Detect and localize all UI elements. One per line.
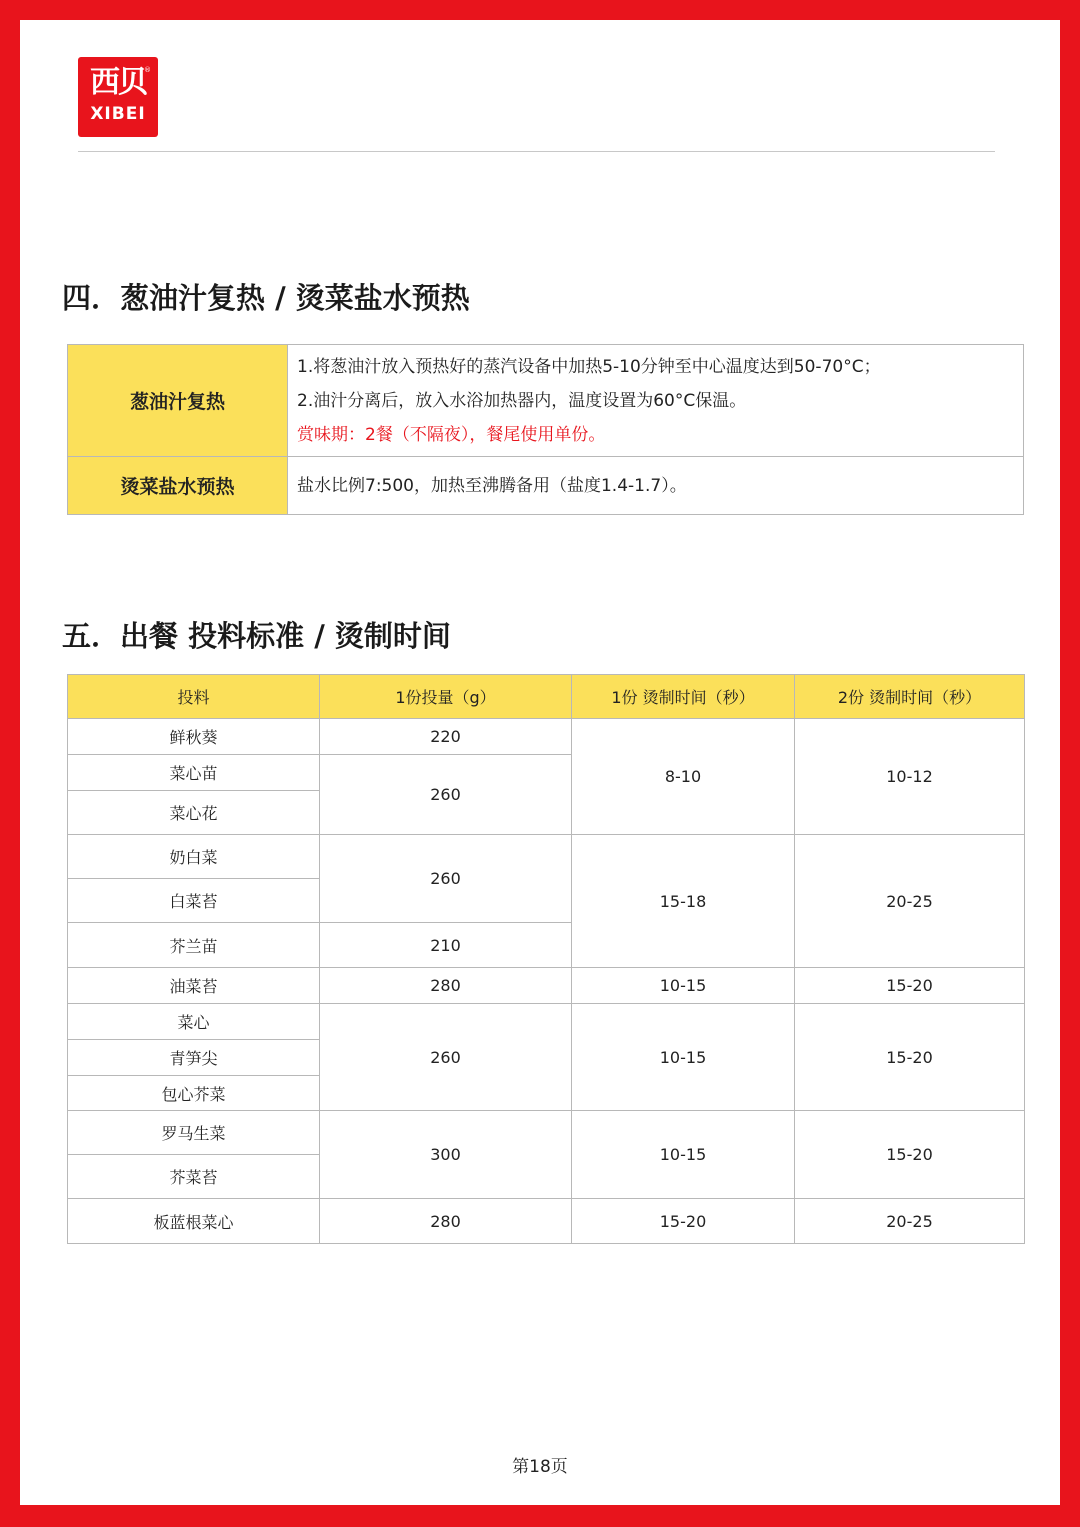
item-cell: 菜心花	[68, 791, 320, 835]
logo-english-text: XIBEI	[90, 104, 146, 124]
section-4-title: 四．葱油汁复热 / 烫菜盐水预热	[62, 281, 470, 315]
section-5-title: 五．出餐 投料标准 / 烫制时间	[62, 619, 451, 653]
item-cell: 青笋尖	[68, 1040, 320, 1076]
time1-cell: 8-10	[572, 719, 795, 835]
shelf-life-note: 赏味期：2餐（不隔夜），餐尾使用单份。	[297, 424, 606, 445]
xibei-logo	[78, 57, 158, 137]
item-cell: 芥兰苗	[68, 923, 320, 968]
instruction-line: 2.油汁分离后，放入水浴加热器内，温度设置为60°C保温。	[297, 390, 747, 411]
row-label: 葱油汁复热	[68, 345, 288, 457]
time1-cell: 10-15	[572, 1111, 795, 1199]
page-number: 第18页	[512, 1457, 568, 1477]
table-row	[68, 345, 1024, 457]
column-header: 1份 烫制时间（秒）	[572, 675, 795, 719]
logo-chinese-text: 西贝	[90, 65, 146, 100]
item-cell: 板蓝根菜心	[68, 1199, 320, 1244]
table-header-row	[68, 675, 1025, 719]
time2-cell: 20-25	[795, 835, 1025, 968]
amount-cell: 260	[320, 1004, 572, 1111]
time2-cell: 15-20	[795, 1004, 1025, 1111]
registered-mark: ®	[144, 66, 151, 74]
time1-cell: 15-18	[572, 835, 795, 968]
document-page	[20, 20, 1060, 1505]
time2-cell: 20-25	[795, 1199, 1025, 1244]
time2-cell: 15-20	[795, 1111, 1025, 1199]
item-cell: 包心芥菜	[68, 1076, 320, 1111]
amount-cell: 260	[320, 755, 572, 835]
table-row	[68, 719, 1025, 755]
time1-cell: 10-15	[572, 1004, 795, 1111]
column-header: 2份 烫制时间（秒）	[795, 675, 1025, 719]
table-row	[68, 1004, 1025, 1040]
column-header: 投料	[68, 675, 320, 719]
amount-cell: 210	[320, 923, 572, 968]
item-cell: 芥菜苔	[68, 1155, 320, 1199]
item-cell: 罗马生菜	[68, 1111, 320, 1155]
item-cell: 油菜苔	[68, 968, 320, 1004]
table-row	[68, 1199, 1025, 1244]
table-row	[68, 1111, 1025, 1155]
amount-cell: 280	[320, 968, 572, 1004]
time2-cell: 15-20	[795, 968, 1025, 1004]
time2-cell: 10-12	[795, 719, 1025, 835]
header-divider	[78, 151, 995, 152]
item-cell: 白菜苔	[68, 879, 320, 923]
column-header: 1份投量（g）	[320, 675, 572, 719]
item-cell: 菜心	[68, 1004, 320, 1040]
reheat-table	[67, 344, 1024, 515]
amount-cell: 280	[320, 1199, 572, 1244]
table-row	[68, 968, 1025, 1004]
time1-cell: 10-15	[572, 968, 795, 1004]
row-content	[288, 345, 1024, 457]
table-row	[68, 835, 1025, 879]
row-content	[288, 457, 1024, 515]
amount-cell: 260	[320, 835, 572, 923]
portion-time-table	[67, 674, 1025, 1244]
row-label: 烫菜盐水预热	[68, 457, 288, 515]
amount-cell: 300	[320, 1111, 572, 1199]
item-cell: 菜心苗	[68, 755, 320, 791]
time1-cell: 15-20	[572, 1199, 795, 1244]
amount-cell: 220	[320, 719, 572, 755]
table-row	[68, 457, 1024, 515]
instruction-line: 盐水比例7:500，加热至沸腾备用（盐度1.4-1.7）。	[297, 475, 687, 496]
instruction-line: 1.将葱油汁放入预热好的蒸汽设备中加热5-10分钟至中心温度达到50-70°C；	[297, 356, 881, 377]
item-cell: 鲜秋葵	[68, 719, 320, 755]
item-cell: 奶白菜	[68, 835, 320, 879]
